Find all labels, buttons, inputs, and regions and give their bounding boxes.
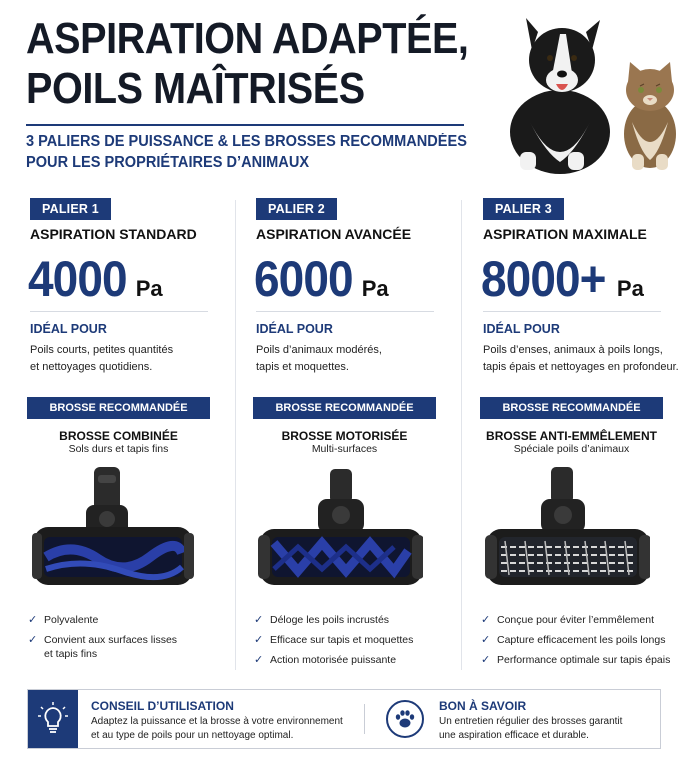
check-icon: ✓: [254, 614, 264, 626]
ideal-line: Poils d’animaux modérés,: [256, 344, 382, 356]
check-icon: ✓: [28, 634, 38, 646]
tier-column-1: [22, 195, 232, 675]
brush-recommended-banner: BROSSE RECOMMANDÉE: [480, 397, 663, 419]
ideal-line: et nettoyages quotidiens.: [30, 361, 153, 373]
feature-list: [254, 613, 464, 673]
suction-number: 6000: [254, 251, 353, 307]
brush-recommended-banner: BROSSE RECOMMANDÉE: [253, 397, 436, 419]
feature-item: ✓ Efficace sur tapis et moquettes: [254, 634, 414, 646]
motorized-brush-image: [258, 461, 423, 591]
brush-subtitle: Sols durs et tapis fins: [68, 443, 169, 455]
tier-suction-value: [28, 250, 163, 308]
ideal-label: IDÉAL POUR: [30, 322, 107, 336]
tier-divider: [483, 311, 661, 312]
advice-title: CONSEIL D’UTILISATION: [91, 699, 234, 713]
brush-subtitle: Spéciale poils d’animaux: [513, 443, 630, 455]
combined-brush-image: [32, 461, 197, 591]
check-icon: ✓: [28, 614, 38, 626]
tier-divider: [30, 311, 208, 312]
check-icon: ✓: [254, 634, 264, 646]
suction-unit: Pa: [135, 276, 163, 301]
brush-name: BROSSE COMBINÉE: [59, 429, 178, 443]
brush-name: BROSSE MOTORISÉE: [281, 429, 408, 443]
check-icon: ✓: [254, 654, 264, 666]
ideal-label: IDÉAL POUR: [483, 322, 560, 336]
paw-icon: [394, 708, 416, 730]
tier-column-2: [248, 195, 458, 675]
headline-line-1: ASPIRATION ADAPTÉE,: [26, 14, 469, 63]
column-divider: [461, 200, 462, 670]
ideal-description: [256, 342, 461, 376]
tier-title: ASPIRATION MAXIMALE: [483, 226, 647, 242]
dog-and-cat-image: [490, 12, 690, 177]
feature-list: [481, 613, 691, 673]
tier-badge: PALIER 1: [30, 198, 111, 220]
check-icon: ✓: [481, 614, 491, 626]
column-divider: [235, 200, 236, 670]
subheadline-line-2: POUR LES PROPRIÉTAIRES D’ANIMAUX: [26, 154, 310, 171]
ideal-line: Poils d’enses, animaux à poils longs,: [483, 344, 663, 356]
feature-item: ✓ Déloge les poils incrustés: [254, 614, 390, 626]
feature-item: ✓ Capture efficacement les poils longs: [481, 634, 666, 646]
suction-unit: Pa: [616, 276, 644, 301]
tips-footer: [27, 689, 661, 749]
tier-badge: PALIER 2: [256, 198, 337, 220]
ideal-line: tapis épais et nettoyages en profondeur.: [483, 361, 679, 373]
tier-suction-value: [254, 250, 389, 308]
tier-column-3: [475, 195, 685, 675]
brush-recommended-banner: BROSSE RECOMMANDÉE: [27, 397, 210, 419]
suction-number: 4000: [28, 251, 127, 307]
tier-title: ASPIRATION STANDARD: [30, 226, 197, 242]
feature-item: ✓ Performance optimale sur tapis épais: [481, 654, 671, 666]
tier-suction-value: [481, 250, 644, 308]
feature-item: ✓ Action motorisée puissante: [254, 654, 397, 666]
lightbulb-icon: [38, 702, 68, 736]
subheadline-line-1: 3 PALIERS DE PUISSANCE & LES BROSSES RECOMMANDÉES: [26, 133, 467, 150]
good-to-know-text: Un entretien régulier des brosses garantit une aspiration efficace et durable.: [439, 716, 623, 741]
tier-badge: PALIER 3: [483, 198, 564, 220]
headline-line-2: POILS MAÎTRISÉS: [26, 64, 365, 113]
headline: [26, 14, 469, 114]
feature-item: ✓ Conçue pour éviter l’emmêlement: [481, 614, 654, 626]
headline-divider: [26, 124, 464, 126]
suction-number: 8000+: [481, 251, 606, 307]
suction-unit: Pa: [361, 276, 389, 301]
ideal-label: IDÉAL POUR: [256, 322, 333, 336]
footer-divider: [364, 704, 365, 734]
ideal-line: Poils courts, petites quantités: [30, 344, 174, 356]
brush-subtitle: Multi-surfaces: [311, 443, 378, 455]
check-icon: ✓: [481, 634, 491, 646]
feature-list: [28, 613, 238, 667]
advice-text: Adaptez la puissance et la brosse à votre environnement et au type de poils pour un nettoyage optimal.: [91, 716, 343, 741]
ideal-description: [30, 342, 235, 376]
good-to-know-title: BON À SAVOIR: [439, 699, 527, 713]
paw-icon-circle: [386, 700, 424, 738]
check-icon: ✓: [481, 654, 491, 666]
anti-tangle-brush-image: [485, 461, 650, 591]
brush-name: BROSSE ANTI-EMMÊLEMENT: [486, 429, 657, 443]
lightbulb-icon-box: [28, 690, 78, 748]
ideal-description: [483, 342, 688, 376]
feature-item: ✓ Convient aux surfaces lisses et tapis fins: [28, 634, 178, 660]
subheadline: [26, 131, 467, 173]
tier-title: ASPIRATION AVANCÉE: [256, 226, 412, 242]
feature-item: ✓ Polyvalente: [28, 614, 99, 626]
tier-divider: [256, 311, 434, 312]
ideal-line: tapis et moquettes.: [256, 361, 349, 373]
